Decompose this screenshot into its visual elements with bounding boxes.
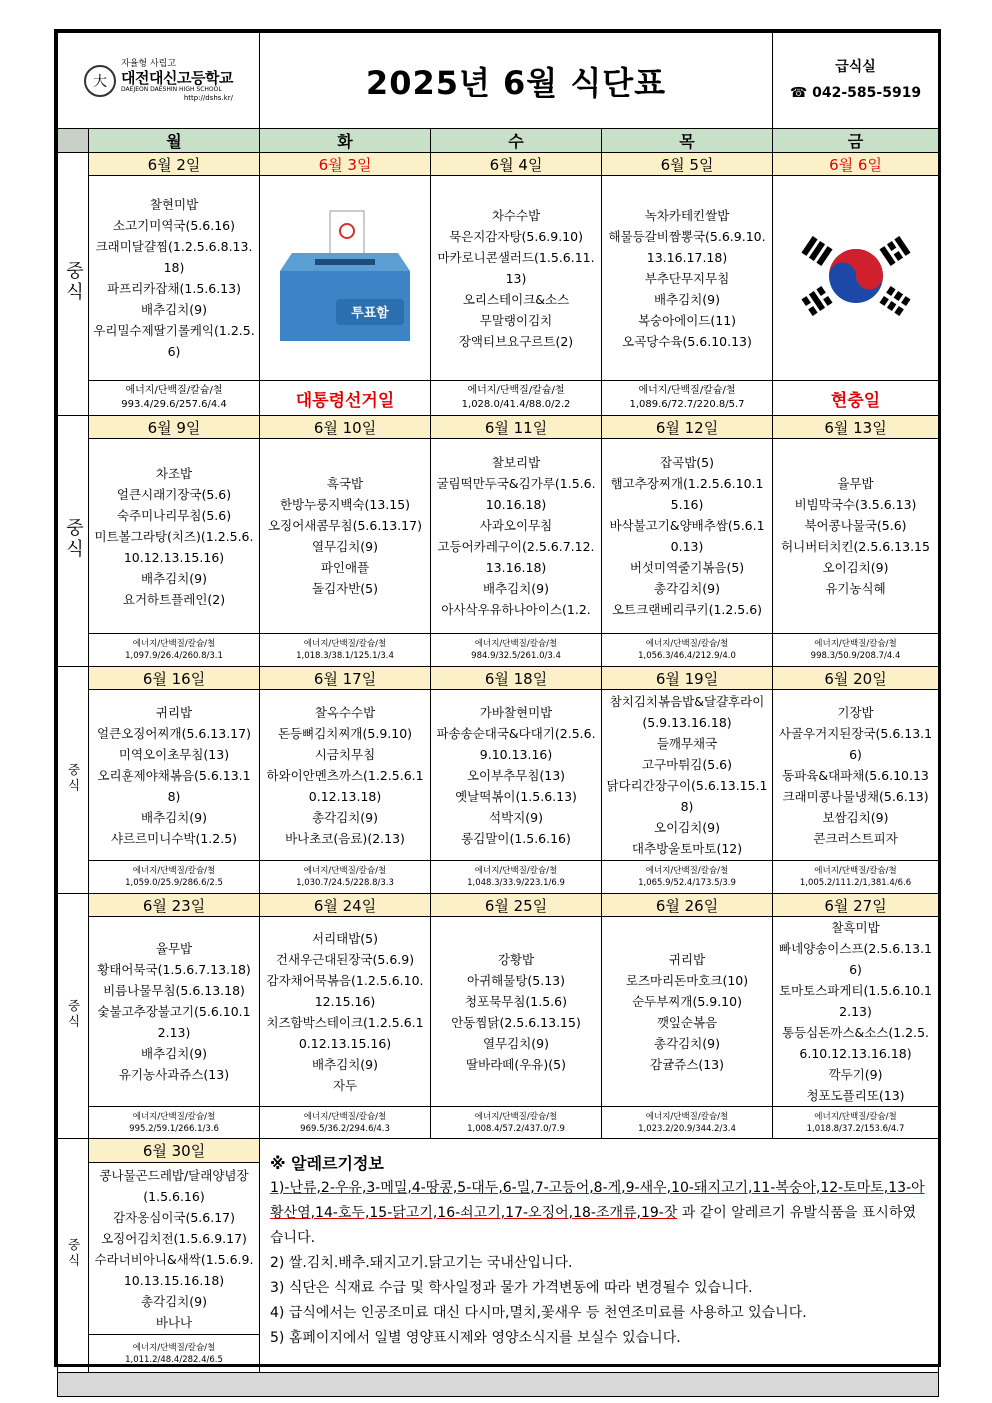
date-text: 6월 5일 bbox=[660, 155, 714, 174]
holiday-label: 현충일 bbox=[830, 390, 881, 411]
date-cell bbox=[602, 894, 773, 917]
nutrition-cell bbox=[260, 634, 431, 667]
menu-cell bbox=[89, 1163, 260, 1335]
menu-item: 들깨무채국 bbox=[656, 736, 718, 751]
menu-item: 안동찜닭(2.5.6.13.15) bbox=[451, 1014, 581, 1030]
school-url[interactable]: http://dshs.kr/ bbox=[183, 93, 233, 102]
nutrition-value: 1,005.2/111.2/1,381.4/6.6 bbox=[799, 878, 912, 888]
menu-item: 부추단무지무침 bbox=[644, 270, 730, 286]
menu-item: 해물등갈비짬뽕국(5.6.9.10.13.16.17.18) bbox=[608, 228, 766, 265]
nutrition-cell bbox=[431, 634, 602, 667]
nutrition-value: 1,065.9/52.4/173.5/3.9 bbox=[638, 878, 736, 888]
meal-label bbox=[58, 153, 89, 416]
menu-item: 찰옥수수밥 bbox=[314, 704, 376, 720]
date-text: 6월 12일 bbox=[655, 418, 719, 437]
menu-item: 파인애플 bbox=[320, 560, 370, 575]
nutrition-cell bbox=[89, 1335, 260, 1373]
menu-item: 수라너비아니&새싹(1.5.6.9.10.13.15.16.18) bbox=[94, 1251, 254, 1288]
menu-item: 콘크러스트피자 bbox=[813, 830, 898, 846]
menu-item: 북어콩나물국(5.6) bbox=[804, 518, 907, 533]
nutrition-cell bbox=[602, 634, 773, 667]
nutrition-cell bbox=[602, 381, 773, 416]
menu-item: 잡곡밥(5) bbox=[660, 455, 714, 470]
menu-item: 깍두기(9) bbox=[828, 1067, 883, 1082]
menu-item: 기장밥 bbox=[837, 704, 874, 720]
day-header: 수 bbox=[431, 129, 602, 153]
office-phone: ☎ 042-585-5919 bbox=[789, 84, 922, 101]
menu-item: 귀리밥 bbox=[668, 951, 706, 967]
menu-item: 배추김치(9) bbox=[141, 302, 208, 317]
menu-item: 돈등뼈김치찌개(5.9.10) bbox=[277, 725, 413, 741]
menu-item: 숯불고추장불고기(5.6.10.12.13) bbox=[97, 1004, 251, 1040]
menu-item: 바삭불고기&양배추쌈(5.6.10.13) bbox=[609, 518, 765, 554]
menu-item: 바나초코(음료)(2.13) bbox=[285, 830, 405, 846]
menu-item: 감자옹심이국(5.6.17) bbox=[113, 1209, 235, 1225]
menu-item: 배추김치(9) bbox=[141, 1046, 208, 1061]
date-text: 6월 18일 bbox=[484, 669, 548, 688]
date-cell bbox=[773, 894, 939, 917]
date-cell bbox=[602, 667, 773, 690]
nutrition-cell bbox=[431, 1107, 602, 1139]
menu-item: 미역오이초무침(13) bbox=[118, 746, 230, 762]
menu-item: 오곡당수육(5.6.10.13) bbox=[622, 333, 752, 349]
allergy-note: 4) 급식에서는 인공조미료 대신 다시마,멸치,꽃새우 등 천연조미료를 사용하고 있습니다. bbox=[270, 1305, 807, 1321]
meal-label-text: 중식 bbox=[63, 518, 84, 560]
menu-item: 오트크랜베리쿠키(1.2.5.6) bbox=[611, 602, 763, 617]
menu-item: 열무김치(9) bbox=[483, 1035, 550, 1051]
date-text: 6월 3일 bbox=[318, 155, 372, 174]
menu-item: 총각김치(9) bbox=[312, 809, 379, 825]
menu-item: 깻잎순볶음 bbox=[656, 1014, 718, 1030]
menu-item: 파송송순대국&다대기(2.5.6.9.10.13.16) bbox=[436, 725, 596, 762]
menu-cell bbox=[602, 439, 773, 634]
nutrition-cell bbox=[89, 381, 260, 416]
menu-item: 찰보리밥 bbox=[491, 455, 541, 470]
corner-cell bbox=[58, 129, 89, 153]
menu-item: 얼큰시래기장국(5.6) bbox=[116, 486, 232, 502]
menu-item: 오징어김치전(1.5.6.9.17) bbox=[101, 1230, 247, 1246]
menu-item: 참치김치볶음밥&달걀후라이(5.9.13.16.18) bbox=[609, 694, 765, 730]
meal-label-text: 중식 bbox=[66, 998, 81, 1030]
menu-item: 묵은지감자탕(5.6.9.10) bbox=[449, 228, 583, 244]
menu-item: 크래미콩나물냉채(5.6.13) bbox=[782, 788, 929, 804]
menu-item: 하와이안멘츠까스(1.2.5.6.10.12.13.18) bbox=[266, 767, 424, 804]
menu-cell bbox=[89, 917, 260, 1107]
date-cell bbox=[431, 667, 602, 690]
date-text: 6월 23일 bbox=[142, 896, 206, 915]
menu-list bbox=[773, 702, 938, 849]
menu-item: 햄고추장찌개(1.2.5.6.10.15.16) bbox=[610, 476, 764, 512]
menu-item: 샤르르미니수박(1.2.5) bbox=[110, 830, 238, 846]
menu-item: 찰흑미밥 bbox=[831, 920, 880, 935]
nutrition-label: 에너지/단백질/칼슘/철 bbox=[474, 639, 558, 649]
allergy-codes: 1)-난류,2-우유,3-메밀,4-땅콩,5-대두,6-밀,7-고등어,8-게,9-새우,10-돼지고기,11-복숭아,12-토마토,13-아황산염,14-호두,15-닭고기,16-쇠고기,17-오징어,18-조개류,19-잣 bbox=[270, 1180, 925, 1221]
nutrition-cell bbox=[431, 861, 602, 894]
menu-list bbox=[773, 473, 938, 599]
nutrition-cell bbox=[773, 634, 939, 667]
allergy-heading: ※ 알레르기정보 bbox=[270, 1154, 384, 1173]
menu-list bbox=[602, 949, 772, 1075]
menu-item: 딸바라떼(우유)(5) bbox=[466, 1056, 566, 1072]
menu-item: 소고기미역국(5.6.16) bbox=[113, 218, 235, 233]
date-text: 6월 17일 bbox=[313, 669, 377, 688]
meal-label-text: 중식 bbox=[66, 1238, 81, 1269]
menu-cell bbox=[431, 690, 602, 861]
nutrition-value: 1,089.6/72.7/220.8/5.7 bbox=[629, 399, 745, 410]
day-header: 금 bbox=[773, 129, 939, 153]
menu-item: 시금치무침 bbox=[314, 746, 376, 762]
menu-item: 감자채어묵볶음(1.2.5.6.10.12.15.16) bbox=[266, 972, 424, 1009]
menu-item: 옛날떡볶이(1.5.6.13) bbox=[455, 788, 577, 804]
menu-item: 파프리카잡채(1.5.6.13) bbox=[107, 281, 241, 296]
nutrition-cell bbox=[773, 381, 939, 416]
menu-list bbox=[260, 702, 430, 849]
nutrition-value: 1,097.9/26.4/260.8/3.1 bbox=[125, 651, 223, 661]
date-text: 6월 30일 bbox=[142, 1142, 206, 1160]
date-text: 6월 11일 bbox=[484, 418, 548, 437]
date-text: 6월 26일 bbox=[655, 896, 719, 915]
nutrition-cell bbox=[773, 1107, 939, 1139]
menu-item: 빠네양송이스프(2.5.6.13.16) bbox=[779, 941, 933, 977]
allergy-codes-tail: 과 같이 알레르기 유발식품을 표시하였습니다. bbox=[270, 1205, 916, 1246]
menu-item: 청포묵무침(1.5.6) bbox=[465, 993, 567, 1009]
nutrition-label: 에너지/단백질/칼슘/철 bbox=[645, 866, 729, 876]
menu-item: 크래미달걀찜(1.2.5.6.8.13.18) bbox=[95, 239, 253, 275]
menu-cell bbox=[773, 439, 939, 634]
date-cell bbox=[89, 667, 260, 690]
menu-cell bbox=[773, 690, 939, 861]
menu-item: 오리훈제야채볶음(5.6.13.18) bbox=[97, 767, 251, 804]
nutrition-label: 에너지/단백질/칼슘/철 bbox=[132, 866, 216, 876]
menu-cell bbox=[89, 176, 260, 381]
menu-item: 찰현미밥 bbox=[149, 197, 199, 212]
meal-label bbox=[58, 894, 89, 1139]
nutrition-value: 1,048.3/33.9/223.1/6.9 bbox=[467, 878, 565, 888]
menu-cell bbox=[602, 690, 773, 861]
menu-cell bbox=[260, 439, 431, 634]
date-text: 6월 10일 bbox=[313, 418, 377, 437]
date-text: 6월 9일 bbox=[147, 418, 201, 437]
nutrition-value: 984.9/32.5/261.0/3.4 bbox=[471, 651, 561, 661]
menu-item: 귀리밥 bbox=[155, 704, 193, 720]
menu-table bbox=[57, 32, 939, 1397]
nutrition-label: 에너지/단백질/칼슘/철 bbox=[125, 385, 223, 396]
menu-list bbox=[260, 928, 430, 1096]
nutrition-label: 에너지/단백질/칼슘/철 bbox=[303, 639, 387, 649]
date-cell bbox=[260, 153, 431, 176]
office-name: 급식실 bbox=[835, 59, 876, 76]
menu-list bbox=[89, 938, 259, 1085]
menu-item: 치즈함박스테이크(1.2.5.6.10.12.13.15.16) bbox=[266, 1014, 424, 1051]
nutrition-label: 에너지/단백질/칼슘/철 bbox=[467, 385, 565, 396]
menu-item: 우리밀수제딸기롤케익(1.2.5.6) bbox=[93, 323, 255, 359]
menu-cell bbox=[431, 917, 602, 1107]
menu-list bbox=[89, 702, 259, 849]
menu-item: 버섯미역줄기볶음(5) bbox=[629, 560, 745, 575]
menu-cell bbox=[431, 439, 602, 634]
menu-item: 비빔막국수(3.5.6.13) bbox=[794, 497, 917, 512]
allergy-note: 2) 쌀.김치.배추.돼지고기.닭고기는 국내산입니다. bbox=[270, 1255, 573, 1271]
menu-item: 사과오이무침 bbox=[479, 518, 553, 533]
allergy-info bbox=[260, 1139, 939, 1373]
meal-label-text: 중식 bbox=[66, 762, 81, 794]
date-cell bbox=[431, 416, 602, 439]
nutrition-cell bbox=[260, 1107, 431, 1139]
menu-item: 흑국밥 bbox=[326, 476, 364, 491]
nutrition-label: 에너지/단백질/칼슘/철 bbox=[132, 1111, 216, 1122]
menu-item: 배추김치(9) bbox=[654, 291, 721, 307]
menu-item: 비름나물무침(5.6.13.18) bbox=[103, 983, 245, 998]
menu-item: 요거하트플레인(2) bbox=[122, 591, 226, 607]
menu-item: 오리스테이크&소스 bbox=[462, 291, 570, 307]
menu-list bbox=[602, 205, 772, 352]
allergy-note: 5) 홈페이지에서 일별 영양표시제와 영양소식지를 보실수 있습니다. bbox=[270, 1330, 681, 1346]
date-text: 6월 24일 bbox=[313, 896, 377, 915]
school-name: 대전대신고등학교 bbox=[121, 68, 233, 87]
date-cell bbox=[260, 667, 431, 690]
menu-item: 배추김치(9) bbox=[141, 809, 208, 825]
nutrition-value: 1,011.2/48.4/282.4/6.5 bbox=[125, 1354, 223, 1365]
menu-item: 고등어카레구이(2.5.6.7.12.13.16.18) bbox=[437, 539, 595, 575]
date-text: 6월 25일 bbox=[484, 896, 548, 915]
menu-cell bbox=[260, 176, 431, 381]
meal-label-text: 중식 bbox=[63, 261, 84, 303]
nutrition-label: 에너지/단백질/칼슘/철 bbox=[638, 385, 736, 396]
menu-item: 미트볼그라탕(치즈)(1.2.5.6.10.12.13.15.16) bbox=[94, 528, 254, 565]
menu-item: 가바찰현미밥 bbox=[479, 704, 553, 720]
nutrition-cell bbox=[602, 1107, 773, 1139]
nutrition-value: 995.2/59.1/266.1/3.6 bbox=[129, 1123, 219, 1134]
menu-item: 율무밥 bbox=[837, 476, 874, 491]
ballot-box-icon bbox=[270, 191, 420, 361]
nutrition-label: 에너지/단백질/칼슘/철 bbox=[474, 866, 558, 876]
nutrition-label: 에너지/단백질/칼슘/철 bbox=[645, 1111, 729, 1122]
meal-label bbox=[58, 1139, 89, 1373]
nutrition-label: 에너지/단백질/칼슘/철 bbox=[132, 639, 216, 649]
menu-item: 숙주미나리무침(5.6) bbox=[116, 507, 232, 523]
nutrition-value: 1,056.3/46.4/212.9/4.0 bbox=[638, 651, 736, 661]
date-text: 6월 27일 bbox=[824, 896, 887, 915]
menu-cell bbox=[431, 176, 602, 381]
menu-list bbox=[89, 1165, 259, 1333]
nutrition-cell bbox=[89, 1107, 260, 1139]
nutrition-value: 1,023.2/20.9/344.2/3.4 bbox=[638, 1123, 736, 1134]
menu-cell bbox=[773, 917, 939, 1107]
menu-item: 콩나물곤드레밥/달래양념장(1.5.6.16) bbox=[99, 1167, 249, 1204]
allergy-note: 3) 식단은 식재료 수급 및 학사일정과 물가 가격변동에 따라 변경될수 있습니다. bbox=[270, 1280, 753, 1296]
menu-list bbox=[431, 452, 601, 620]
menu-item: 마카로니콘샐러드(1.5.6.11.13) bbox=[437, 249, 595, 286]
menu-list bbox=[773, 917, 938, 1106]
menu-list bbox=[431, 949, 601, 1075]
allergy-legend bbox=[270, 1176, 928, 1251]
school-emblem-icon: 大 bbox=[84, 65, 116, 97]
nutrition-value: 1,059.0/25.9/286.6/2.5 bbox=[125, 878, 223, 888]
menu-item: 오이부추무침(13) bbox=[466, 767, 566, 783]
nutrition-label: 에너지/단백질/칼슘/철 bbox=[303, 866, 387, 876]
nutrition-cell bbox=[260, 861, 431, 894]
menu-cell bbox=[260, 917, 431, 1107]
menu-item: 강황밥 bbox=[497, 951, 535, 967]
menu-item: 열무김치(9) bbox=[312, 539, 379, 554]
menu-item: 황태어묵국(1.5.6.7.13.18) bbox=[97, 962, 251, 977]
menu-item: 닭다리간장구이(5.6.13.15.18) bbox=[606, 778, 768, 814]
menu-list bbox=[602, 691, 772, 859]
nutrition-label: 에너지/단백질/칼슘/철 bbox=[645, 639, 729, 649]
date-cell bbox=[773, 416, 939, 439]
menu-item: 유기농식혜 bbox=[825, 581, 886, 596]
date-text: 6월 19일 bbox=[655, 669, 719, 688]
nutrition-value: 1,030.7/24.5/228.8/3.3 bbox=[296, 878, 394, 888]
menu-item: 배추김치(9) bbox=[312, 1056, 379, 1072]
menu-item: 순두부찌개(5.9.10) bbox=[632, 993, 742, 1009]
menu-item: 총각김치(9) bbox=[141, 1293, 208, 1309]
menu-item: 차조밥 bbox=[155, 465, 193, 481]
date-text: 6월 2일 bbox=[147, 155, 201, 174]
menu-item: 굴림떡만두국&김가루(1.5.6.10.16.18) bbox=[436, 476, 596, 512]
menu-item: 자두 bbox=[332, 1077, 358, 1093]
menu-item: 서리태밥(5) bbox=[312, 930, 379, 946]
date-cell bbox=[602, 153, 773, 176]
menu-list bbox=[602, 452, 772, 620]
menu-item: 석박지(9) bbox=[489, 809, 543, 825]
menu-item: 배추김치(9) bbox=[483, 581, 550, 596]
nutrition-value: 1,028.0/41.4/88.0/2.2 bbox=[461, 399, 571, 410]
nutrition-value: 993.4/29.6/257.6/4.4 bbox=[121, 399, 227, 410]
date-text: 6월 6일 bbox=[829, 155, 882, 174]
menu-item: 무말랭이김치 bbox=[479, 312, 553, 328]
menu-cell bbox=[773, 176, 939, 381]
menu-item: 감귤쥬스(13) bbox=[650, 1056, 724, 1072]
menu-list bbox=[260, 473, 430, 599]
menu-item: 율무밥 bbox=[155, 941, 193, 956]
menu-item: 유기농사과쥬스(13) bbox=[118, 1067, 230, 1082]
nutrition-label: 에너지/단백질/칼슘/철 bbox=[814, 639, 897, 649]
menu-item: 오이김치(9) bbox=[654, 820, 721, 835]
menu-cell bbox=[602, 176, 773, 381]
nutrition-label: 에너지/단백질/칼슘/철 bbox=[303, 1111, 387, 1122]
nutrition-cell bbox=[89, 861, 260, 894]
menu-sheet bbox=[54, 29, 941, 1367]
menu-item: 아귀해물탕(5.13) bbox=[467, 972, 565, 988]
title-cell bbox=[260, 33, 773, 129]
date-cell bbox=[89, 416, 260, 439]
menu-list bbox=[431, 205, 601, 352]
date-cell bbox=[431, 894, 602, 917]
date-cell bbox=[89, 1139, 260, 1163]
nutrition-label: 에너지/단백질/칼슘/철 bbox=[814, 866, 897, 876]
nutrition-value: 1,018.8/37.2/153.6/4.7 bbox=[806, 1123, 905, 1134]
menu-item: 얼큰오징어찌개(5.6.13.17) bbox=[97, 725, 251, 741]
nutrition-label: 에너지/단백질/칼슘/철 bbox=[814, 1111, 897, 1122]
nutrition-value: 1,008.4/57.2/437.0/7.9 bbox=[467, 1123, 565, 1134]
menu-item: 바나나 bbox=[155, 1314, 193, 1330]
menu-item: 청포도플리또(13) bbox=[806, 1088, 905, 1103]
holiday-label: 대통령선거일 bbox=[295, 390, 395, 411]
date-text: 6월 16일 bbox=[142, 669, 206, 688]
nutrition-value: 1,018.3/38.1/125.1/3.4 bbox=[296, 651, 394, 661]
date-cell bbox=[260, 416, 431, 439]
menu-cell bbox=[89, 439, 260, 634]
meal-label bbox=[58, 416, 89, 667]
menu-item: 사골우거지된장국(5.6.13.16) bbox=[778, 725, 933, 762]
date-cell bbox=[773, 667, 939, 690]
date-text: 6월 4일 bbox=[489, 155, 543, 174]
day-header: 월 bbox=[89, 129, 260, 153]
menu-cell bbox=[602, 917, 773, 1107]
ballot-box-label: 투표함 bbox=[351, 306, 389, 321]
nutrition-cell bbox=[260, 381, 431, 416]
date-cell bbox=[602, 416, 773, 439]
menu-item: 로즈마리돈마호크(10) bbox=[625, 972, 749, 988]
menu-item: 오징어새콤무침(5.6.13.17) bbox=[268, 518, 422, 533]
school-logo-cell bbox=[58, 33, 260, 129]
school-eng-name: DAEJEON DAESHIN HIGH SCHOOL bbox=[121, 85, 222, 93]
menu-item: 고구마튀김(5.6) bbox=[642, 757, 733, 772]
menu-item: 돌김자반(5) bbox=[312, 581, 379, 596]
nutrition-label: 에너지/단백질/칼슘/철 bbox=[132, 1342, 216, 1353]
nutrition-label: 에너지/단백질/칼슘/철 bbox=[474, 1111, 558, 1122]
menu-item: 장액티브요구르트(2) bbox=[458, 333, 574, 349]
menu-list bbox=[89, 194, 259, 362]
menu-list bbox=[89, 463, 259, 610]
page-title: 2025년 6월 식단표 bbox=[365, 63, 667, 102]
date-cell bbox=[89, 894, 260, 917]
menu-item: 차수수밥 bbox=[491, 207, 541, 223]
menu-cell bbox=[89, 690, 260, 861]
nutrition-cell bbox=[773, 861, 939, 894]
menu-item: 건새우근대된장국(5.6.9) bbox=[275, 951, 415, 967]
menu-item: 대추방울토마토(12) bbox=[631, 841, 743, 856]
date-text: 6월 13일 bbox=[824, 418, 887, 437]
nutrition-value: 998.3/50.9/208.7/4.4 bbox=[810, 651, 901, 661]
korean-flag-icon bbox=[785, 223, 927, 329]
menu-item: 롱김말이(1.5.6.16) bbox=[461, 830, 571, 846]
menu-item: 총각김치(9) bbox=[654, 581, 721, 596]
date-cell bbox=[89, 153, 260, 176]
menu-item: 오이김치(9) bbox=[822, 560, 889, 575]
day-header: 목 bbox=[602, 129, 773, 153]
date-cell bbox=[773, 153, 939, 176]
nutrition-value: 969.5/36.2/294.6/4.3 bbox=[300, 1123, 390, 1134]
meal-label bbox=[58, 667, 89, 894]
date-text: 6월 20일 bbox=[824, 669, 887, 688]
day-header: 화 bbox=[260, 129, 431, 153]
menu-item: 통등심돈까스&소스(1.2.5.6.10.12.13.16.18) bbox=[782, 1025, 930, 1061]
menu-item: 보쌈김치(9) bbox=[822, 809, 889, 825]
date-cell bbox=[431, 153, 602, 176]
menu-item: 녹차카테킨쌀밥 bbox=[644, 207, 730, 223]
menu-item: 복숭아에이드(11) bbox=[637, 312, 737, 328]
school-type: 자율형 사립고 bbox=[121, 59, 177, 70]
nutrition-cell bbox=[89, 634, 260, 667]
menu-item: 토마토스파게티(1.5.6.10.12.13) bbox=[779, 983, 933, 1019]
office-cell bbox=[773, 33, 939, 129]
menu-item: 허니버터치킨(2.5.6.13.15 bbox=[781, 539, 930, 554]
date-cell bbox=[260, 894, 431, 917]
menu-cell bbox=[260, 690, 431, 861]
nutrition-cell bbox=[431, 381, 602, 416]
menu-item: 배추김치(9) bbox=[141, 570, 208, 586]
menu-list bbox=[431, 702, 601, 849]
menu-item: 한방누룽지백숙(13.15) bbox=[279, 497, 411, 512]
menu-item: 아사삭우유하나아이스(1.2. bbox=[441, 602, 591, 617]
nutrition-cell bbox=[602, 861, 773, 894]
menu-item: 총각김치(9) bbox=[654, 1035, 721, 1051]
footer-bar bbox=[58, 1373, 939, 1397]
menu-item: 동파육&대파채(5.6.10.13 bbox=[782, 767, 929, 783]
